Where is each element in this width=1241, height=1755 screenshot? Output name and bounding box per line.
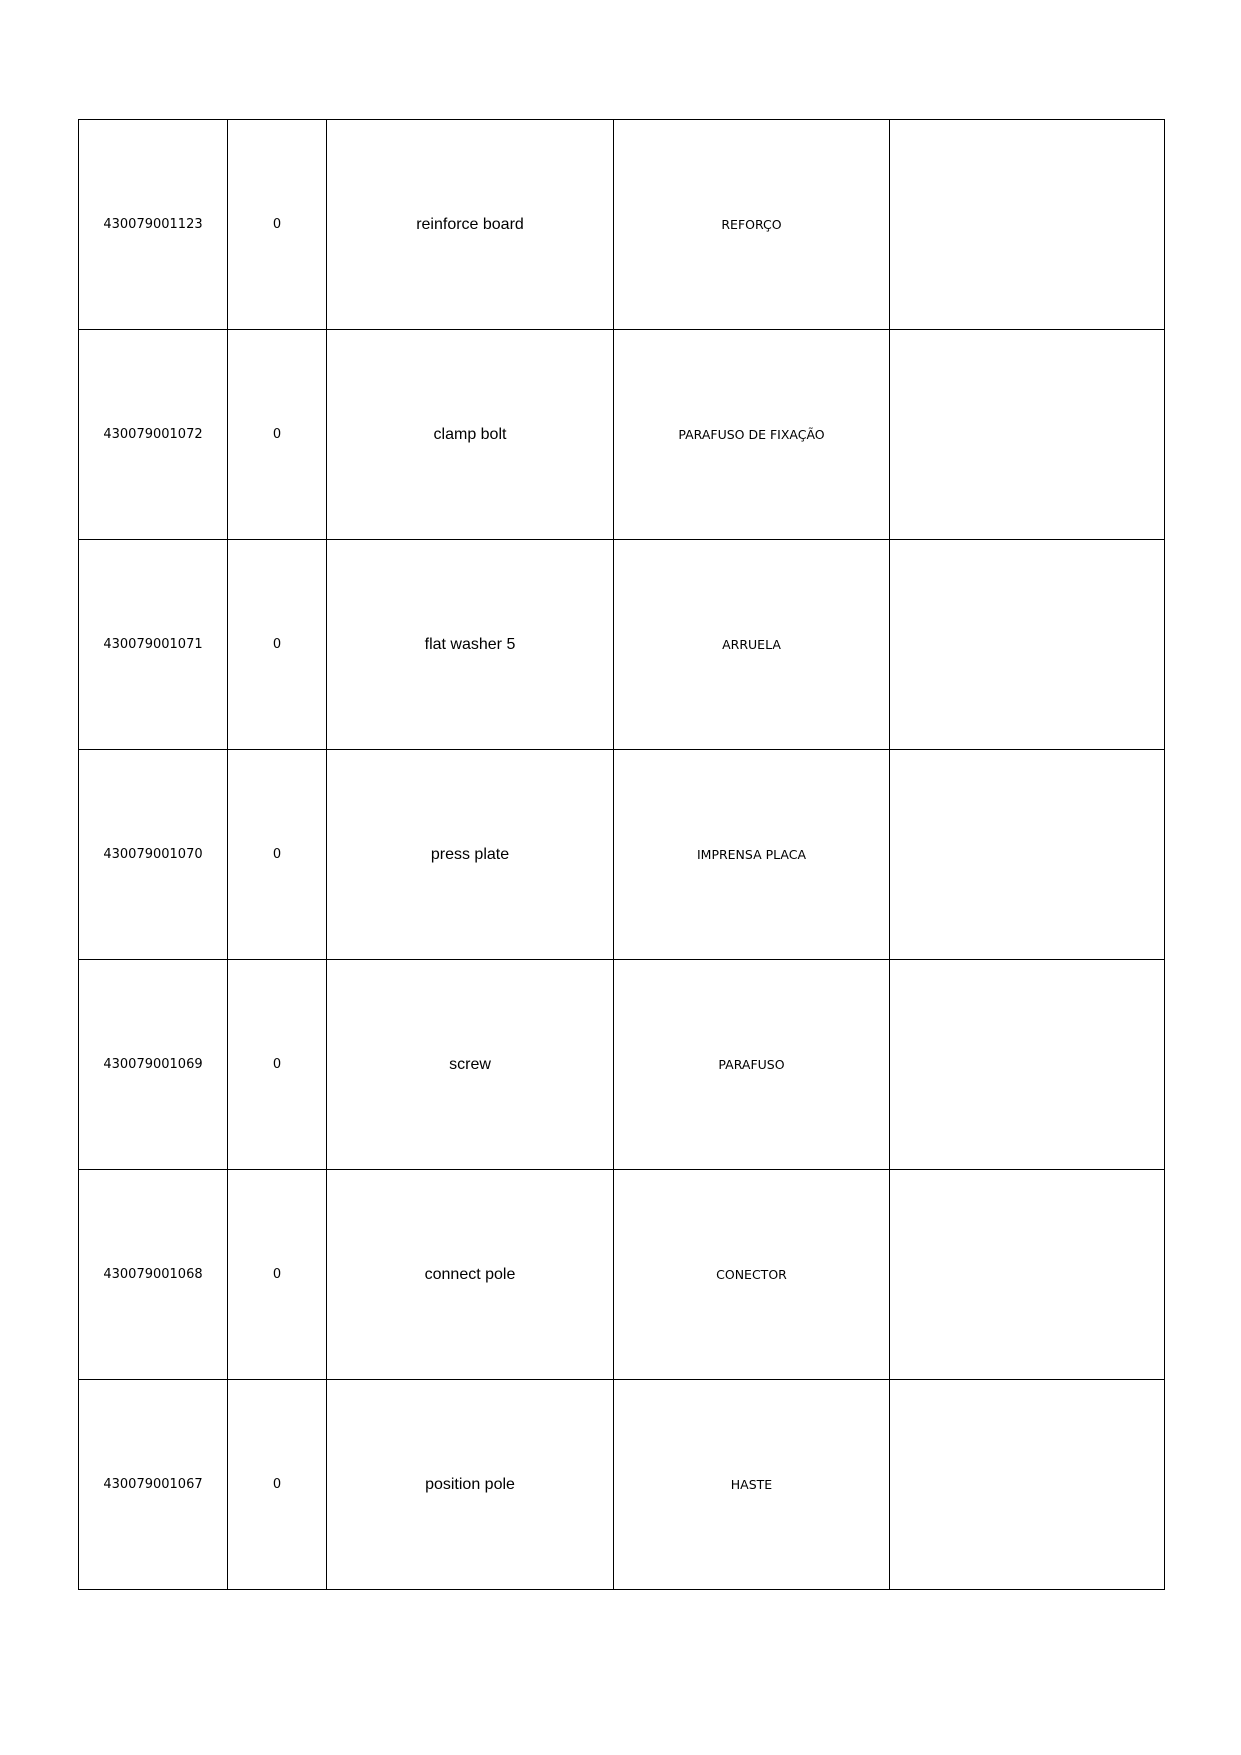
table-row xyxy=(79,750,1165,960)
name-pt-cell: IMPRENSA PLACA xyxy=(614,750,890,960)
name-en-cell: press plate xyxy=(327,750,614,960)
name-en-cell: reinforce board xyxy=(327,120,614,330)
image-cell xyxy=(890,120,1165,330)
parts-table xyxy=(78,119,1165,1590)
name-en-cell: position pole xyxy=(327,1380,614,1590)
part-code-cell: 430079001123 xyxy=(79,120,228,330)
image-cell xyxy=(890,960,1165,1170)
image-cell xyxy=(890,540,1165,750)
name-pt-cell: REFORÇO xyxy=(614,120,890,330)
name-pt-cell: ARRUELA xyxy=(614,540,890,750)
part-code-cell: 430079001072 xyxy=(79,330,228,540)
name-en-cell: screw xyxy=(327,960,614,1170)
image-cell xyxy=(890,330,1165,540)
part-code-cell: 430079001069 xyxy=(79,960,228,1170)
name-pt-cell: PARAFUSO DE FIXAÇÃO xyxy=(614,330,890,540)
part-code-cell: 430079001068 xyxy=(79,1170,228,1380)
name-pt-cell: HASTE xyxy=(614,1380,890,1590)
image-cell xyxy=(890,1170,1165,1380)
table-row xyxy=(79,960,1165,1170)
quantity-cell: 0 xyxy=(228,120,327,330)
quantity-cell: 0 xyxy=(228,540,327,750)
part-code-cell: 430079001070 xyxy=(79,750,228,960)
name-pt-cell: CONECTOR xyxy=(614,1170,890,1380)
image-cell xyxy=(890,1380,1165,1590)
name-en-cell: flat washer 5 xyxy=(327,540,614,750)
quantity-cell: 0 xyxy=(228,960,327,1170)
quantity-cell: 0 xyxy=(228,1170,327,1380)
name-en-cell: connect pole xyxy=(327,1170,614,1380)
name-pt-cell: PARAFUSO xyxy=(614,960,890,1170)
table-row xyxy=(79,1170,1165,1380)
table-row xyxy=(79,330,1165,540)
part-code-cell: 430079001067 xyxy=(79,1380,228,1590)
part-code-cell: 430079001071 xyxy=(79,540,228,750)
quantity-cell: 0 xyxy=(228,330,327,540)
table-row xyxy=(79,540,1165,750)
quantity-cell: 0 xyxy=(228,750,327,960)
quantity-cell: 0 xyxy=(228,1380,327,1590)
name-en-cell: clamp bolt xyxy=(327,330,614,540)
image-cell xyxy=(890,750,1165,960)
table-row xyxy=(79,1380,1165,1590)
table-row xyxy=(79,120,1165,330)
